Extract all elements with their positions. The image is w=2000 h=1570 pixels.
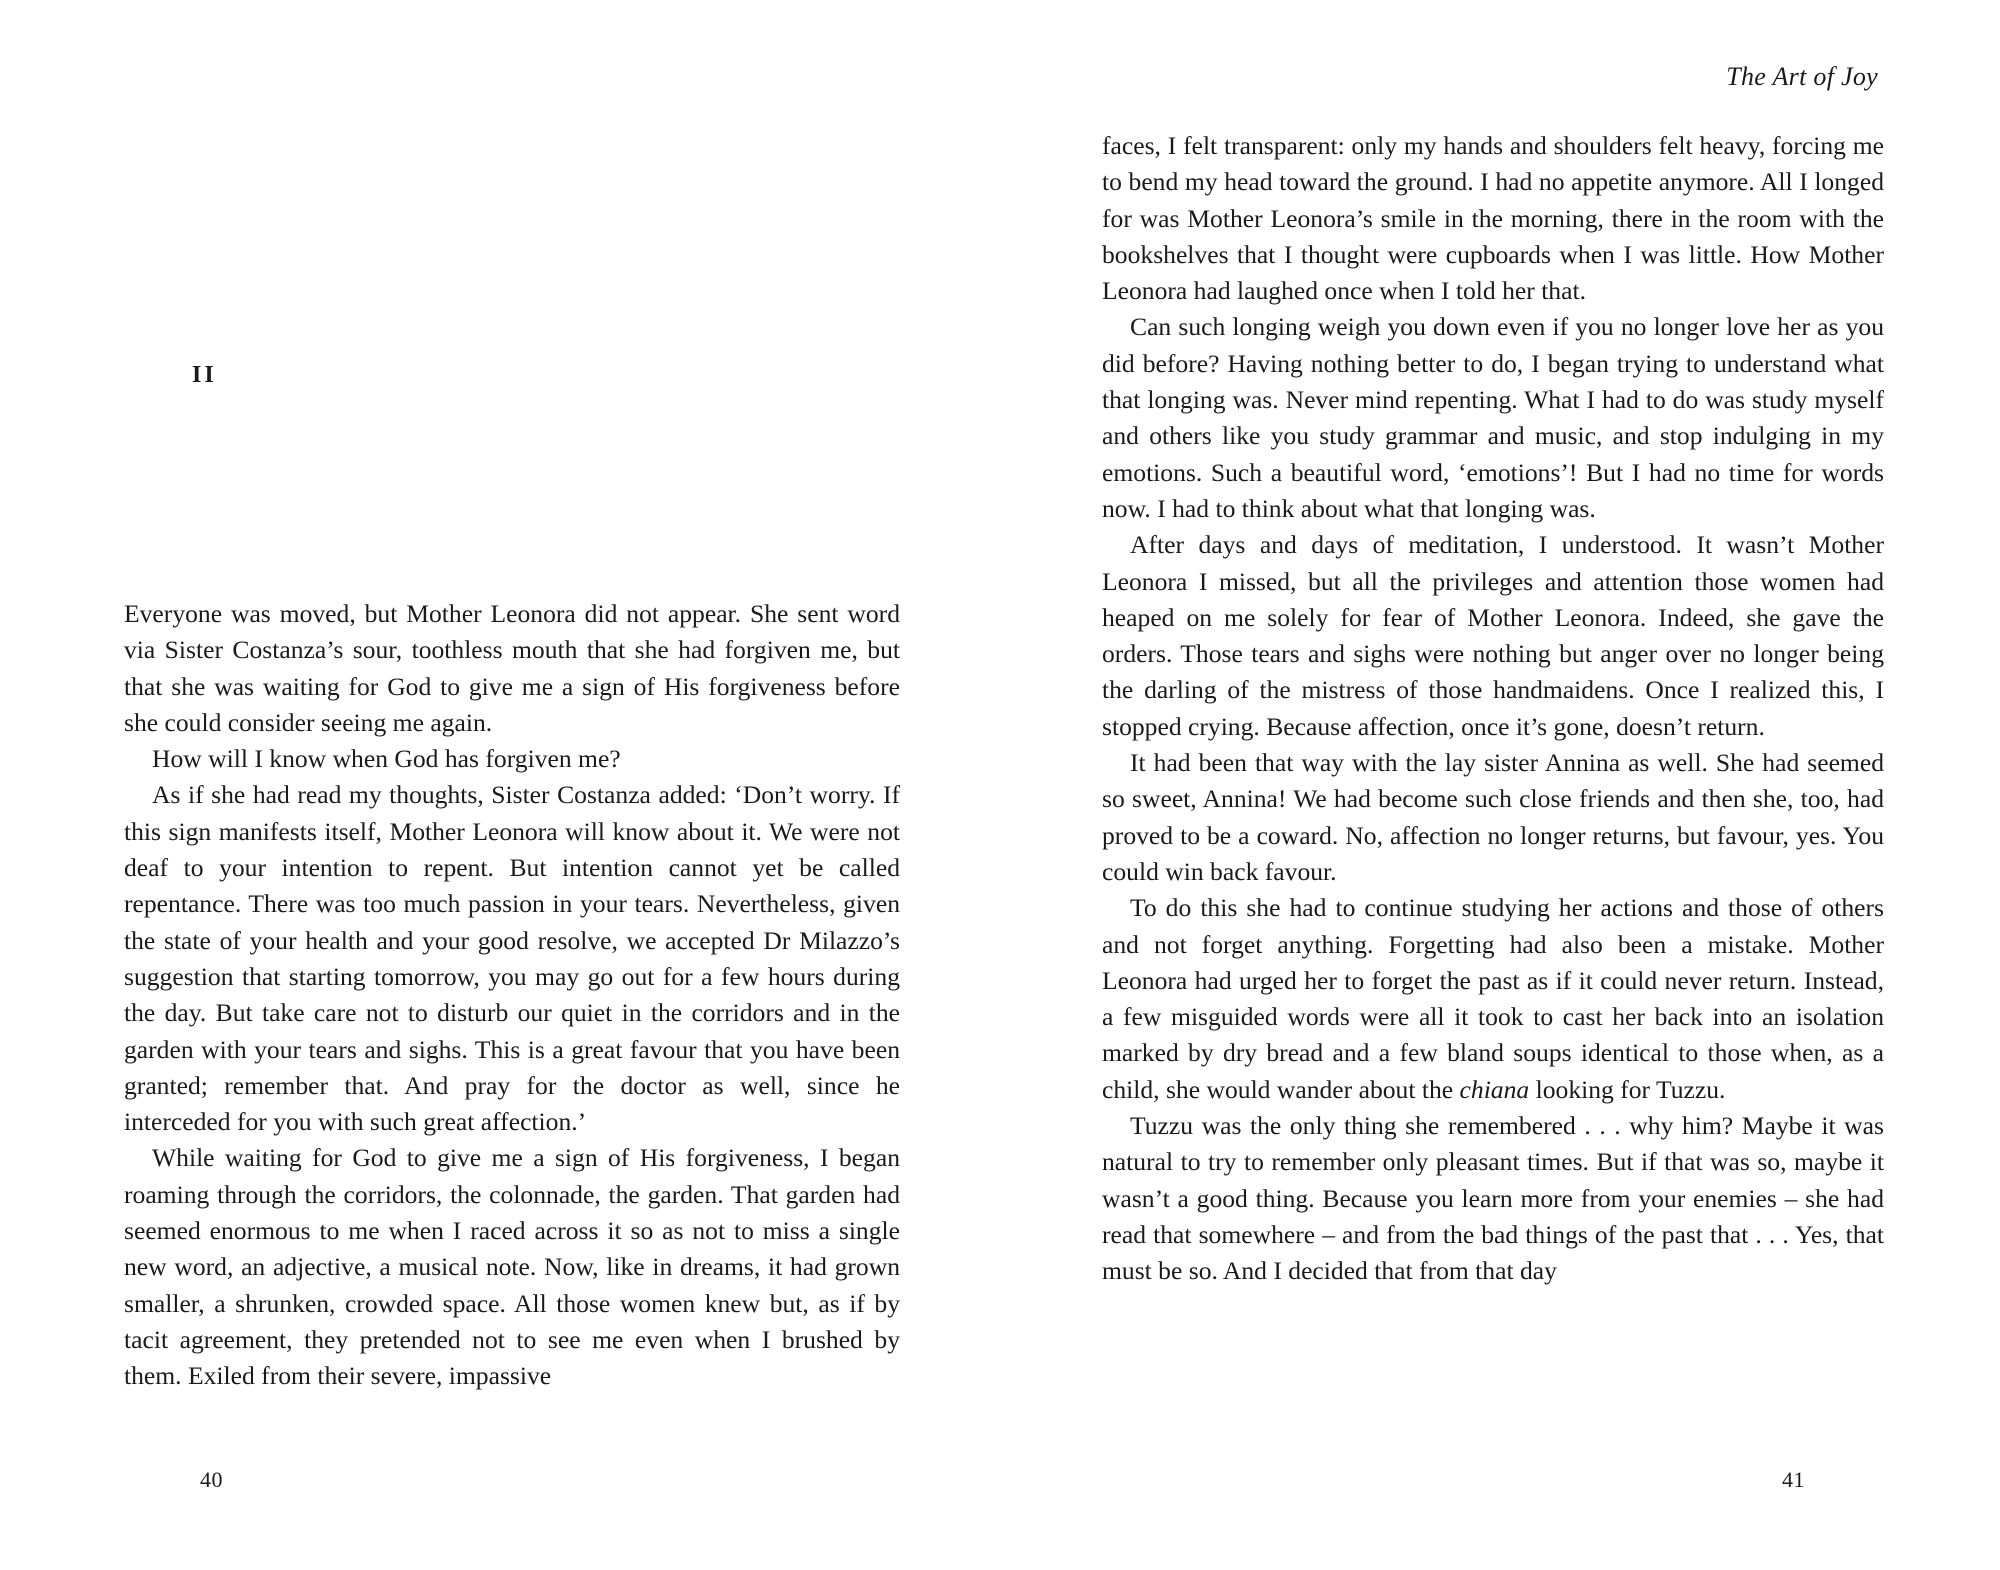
page-number: 41: [1782, 1467, 1805, 1492]
paragraph: How will I know when God has forgiven me?: [152, 744, 621, 774]
running-head: The Art of Joy: [1726, 62, 1878, 91]
right-text-block: [1102, 128, 1884, 1290]
paragraph: As if she had read my thoughts, Sister Costanza added: ‘Don’t worry. If this sign manifests itself, Mother Leonora will know about it. We were not deaf to your intention to repent. But intention cannot yet be called repentance. There was too much passion in your tears. Nevertheless, given the state of your health and your good resolve, we accepted Dr Milazzo’s suggestion that starting tomorrow, you may go out for a few hours during the day. But take care not to disturb our quiet in the corridors and in the garden with your tears and sighs. This is a great favour that you have been granted; remember that. And pray for the doctor as well, since he interceded for you with such great affection.’: [124, 780, 900, 1137]
left-text-block: [124, 596, 900, 1395]
paragraph: While waiting for God to give me a sign of His forgiveness, I began roaming through the corridors, the colonnade, the garden. That garden had seemed enormous to me when I raced across it so as not to miss a single new word, an adjective, a musical note. Now, like in dreams, it had grown smaller, a shrunken, crowded space. All those women knew but, as if by tacit agreement, they pretended not to see me even when I brushed by them. Exiled from their severe, impassive: [124, 1143, 900, 1391]
paragraph: After days and days of meditation, I understood. It wasn’t Mother Leonora I missed, but all the privileges and attention those women had heaped on me solely for fear of Mother Leonora. Indeed, she gave the orders. Those tears and sighs were nothing but anger over no longer being the darling of the mistress of those handmaidens. Once I realized this, I stopped crying. Because affection, once it’s gone, doesn’t return.: [1102, 530, 1884, 741]
paragraph-text: looking for Tuzzu.: [1535, 1074, 1726, 1104]
chapter-number: II: [192, 362, 217, 388]
paragraph-text: To do this she had to continue studying her actions and those of others and not forget anything. Forgetting had also been a mistake. Mother Leonora had urged her to forget the past as if it could never return. Instead, a few misguided words were all it took to cast her back into an isolation marked by dry bread and a few bland soups identical to those when, as a child, she would wander about the: [1102, 893, 1884, 1104]
paragraph: It had been that way with the lay sister Annina as well. She had seemed so sweet, Annina! We had become such close friends and then she, too, had proved to be a coward. No, affection no longer returns, but favour, yes. You could win back favour.: [1102, 748, 1884, 886]
paragraph: Tuzzu was the only thing she remembered . . . why him? Maybe it was natural to try to remember only pleasant times. But if that was so, maybe it wasn’t a good thing. Because you learn more from your enemies – she had read that somewhere – and from the bad things of the past that . . . Yes, that must be so. And I decided that from that day: [1102, 1111, 1884, 1286]
paragraph: faces, I felt transparent: only my hands and shoulders felt heavy, forcing me to bend my head toward the ground. I had no appetite anymore. All I longed for was Mother Leonora’s smile in the morning, there in the room with the bookshelves that I thought were cupboards when I was little. How Mother Leonora had laughed once when I told her that.: [1102, 131, 1884, 306]
right-page: [1000, 0, 2000, 1570]
page-number: 40: [200, 1467, 223, 1492]
paragraph: [1102, 890, 1884, 1108]
paragraph: Everyone was moved, but Mother Leonora did not appear. She sent word via Sister Costanza’s sour, toothless mouth that she had forgiven me, but that she was waiting for God to give me a sign of His forgiveness before she could consider seeing me again.: [124, 599, 900, 737]
italic-word: chiana: [1459, 1074, 1530, 1104]
paragraph: Can such longing weigh you down even if you no longer love her as you did before? Having nothing better to do, I began trying to understand what that longing was. Never mind repenting. What I had to do was study myself and others like you study grammar and music, and stop indulging in my emotions. Such a beautiful word, ‘emotions’! But I had no time for words now. I had to think about what that longing was.: [1102, 312, 1884, 523]
